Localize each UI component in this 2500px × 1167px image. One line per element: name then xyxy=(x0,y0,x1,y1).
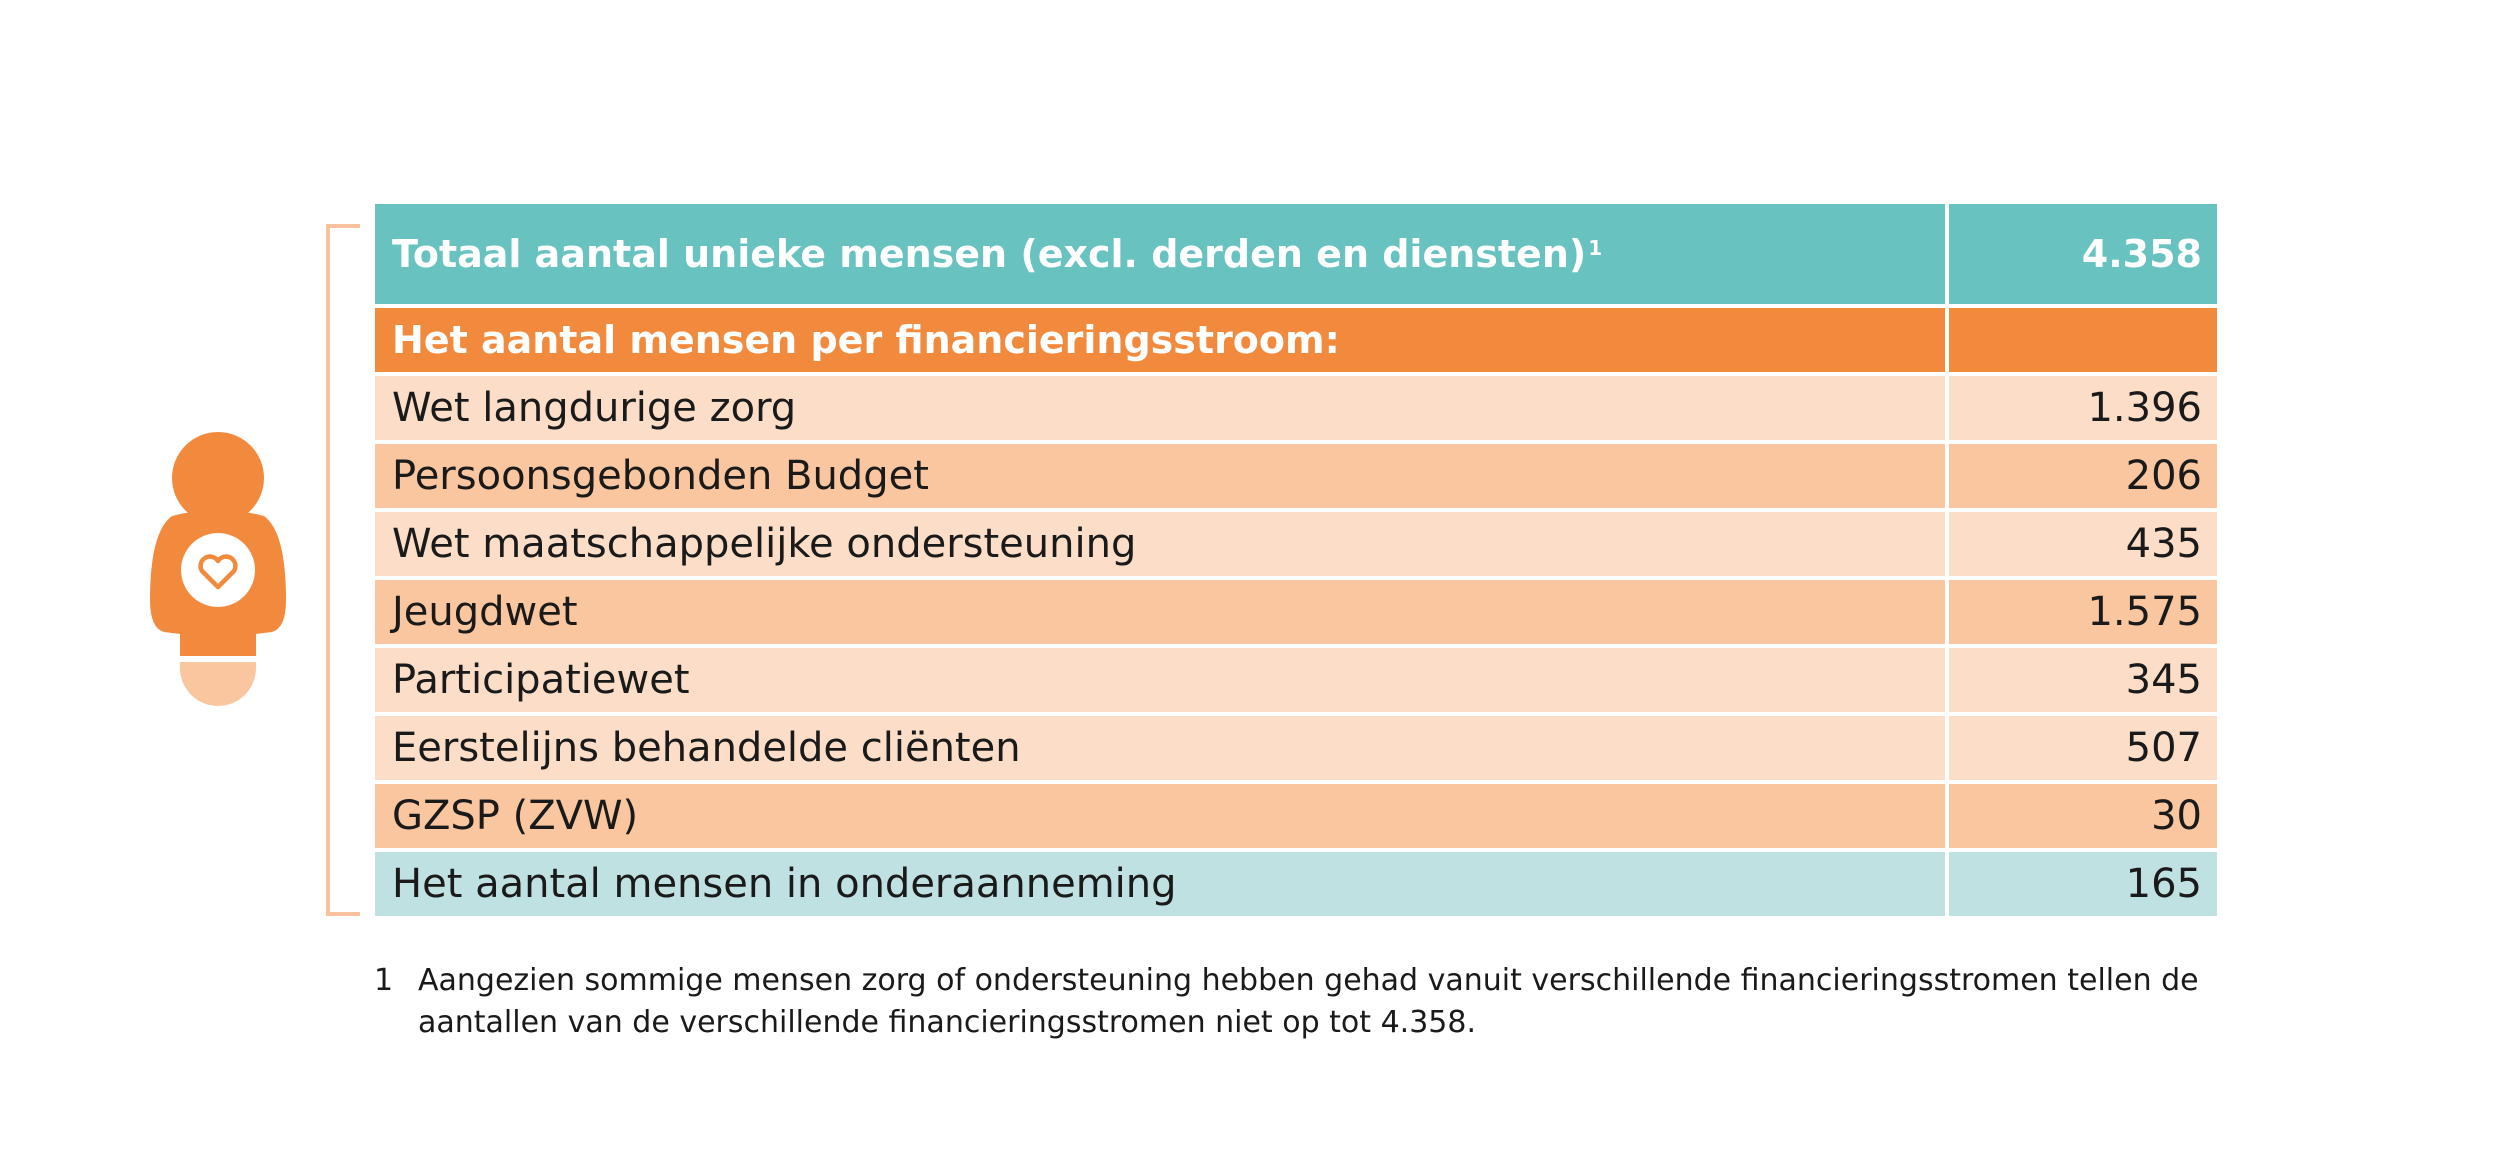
row-value: 30 xyxy=(1949,784,2217,848)
table-row xyxy=(375,784,2217,848)
row-label: Persoonsgebonden Budget xyxy=(375,444,1945,508)
footnote-marker: 1 xyxy=(1588,236,1603,260)
total-label-text: Totaal aantal unieke mensen (excl. derden en diensten) xyxy=(392,232,1587,276)
footnote xyxy=(374,960,2254,1044)
table-row xyxy=(375,580,2217,644)
table-row xyxy=(375,648,2217,712)
table-row xyxy=(375,444,2217,508)
footnote-number: 1 xyxy=(374,963,394,998)
table-subheader-row xyxy=(375,308,2217,372)
footnote-text: Aangezien sommige mensen zorg of ondersteuning hebben gehad vanuit verschillende financieringsstromen tellen de aantallen van de verschillende financieringsstromen niet op tot 4.358. xyxy=(418,963,2199,1040)
row-value: 165 xyxy=(1949,852,2217,916)
row-label: Jeugdwet xyxy=(375,580,1945,644)
table-row xyxy=(375,716,2217,780)
row-value: 206 xyxy=(1949,444,2217,508)
row-label: Eerstelijns behandelde cliënten xyxy=(375,716,1945,780)
person-heart-icon xyxy=(150,432,286,708)
table-header-row xyxy=(375,204,2217,304)
row-label: GZSP (ZVW) xyxy=(375,784,1945,848)
row-value: 435 xyxy=(1949,512,2217,576)
row-label: Participatiewet xyxy=(375,648,1945,712)
table-row xyxy=(375,852,2217,916)
row-label: Wet langdurige zorg xyxy=(375,376,1945,440)
row-value: 1.396 xyxy=(1949,376,2217,440)
group-bracket xyxy=(326,224,360,916)
row-label: Het aantal mensen in onderaanneming xyxy=(375,852,1945,916)
table-row xyxy=(375,512,2217,576)
row-label: Wet maatschappelijke ondersteuning xyxy=(375,512,1945,576)
table-row xyxy=(375,376,2217,440)
subheader-value xyxy=(1949,308,2217,372)
total-value: 4.358 xyxy=(1949,204,2217,304)
row-value: 1.575 xyxy=(1949,580,2217,644)
financing-table xyxy=(375,204,2217,916)
subheader-label: Het aantal mensen per financieringsstroom: xyxy=(375,308,1945,372)
row-value: 345 xyxy=(1949,648,2217,712)
total-label xyxy=(375,204,1945,304)
row-value: 507 xyxy=(1949,716,2217,780)
